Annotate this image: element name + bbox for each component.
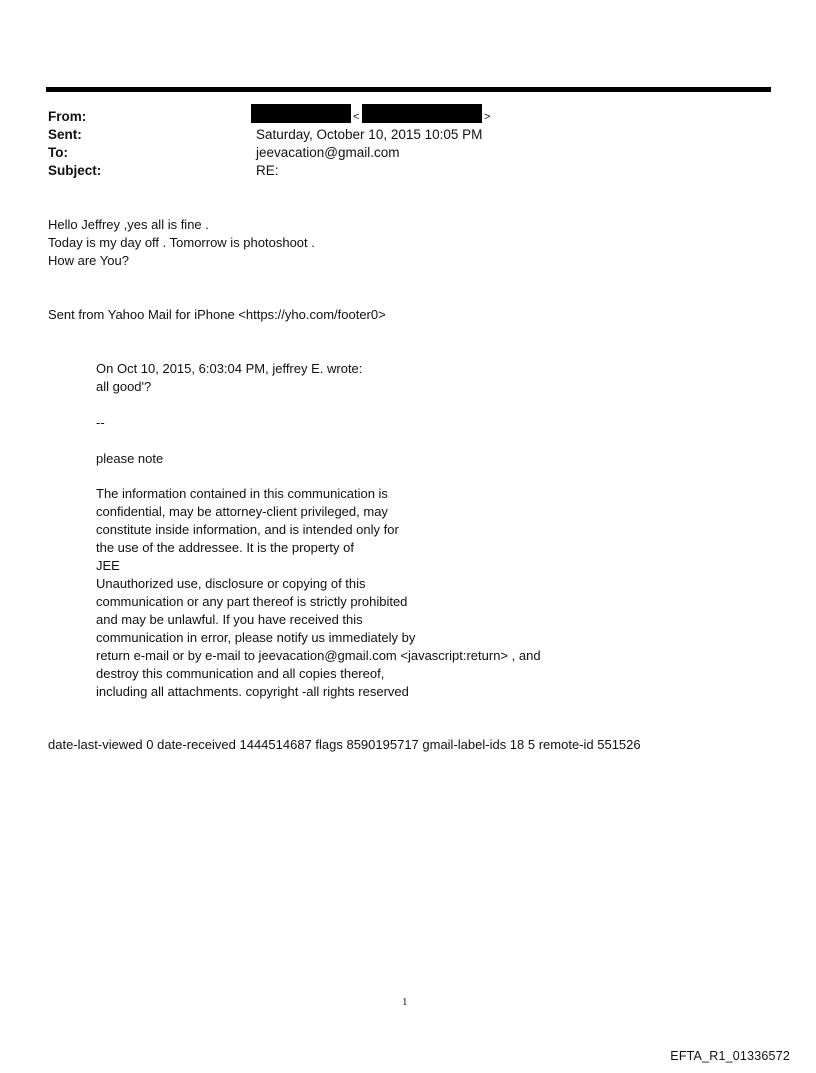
from-label: From: bbox=[48, 109, 87, 124]
disclaimer-line: confidential, may be attorney-client privileged, may bbox=[96, 504, 388, 519]
disclaimer-line: return e-mail or by e-mail to jeevacation@gmail.com <javascript:return> , and bbox=[96, 648, 541, 663]
email-close-bracket: > bbox=[484, 111, 491, 123]
to-label: To: bbox=[48, 145, 68, 160]
subject-label: Subject: bbox=[48, 163, 102, 178]
disclaimer-line: JEE bbox=[96, 558, 120, 573]
disclaimer-line: constitute inside information, and is intended only for bbox=[96, 522, 399, 537]
disclaimer-line: and may be unlawful. If you have received this bbox=[96, 612, 363, 627]
disclaimer-line: communication in error, please notify us immediately by bbox=[96, 630, 416, 645]
disclaimer-line: the use of the addressee. It is the property of bbox=[96, 540, 354, 555]
to-value: jeevacation@gmail.com bbox=[256, 145, 400, 160]
redacted-sender-email bbox=[362, 104, 482, 123]
disclaimer-line: The information contained in this communication is bbox=[96, 486, 388, 501]
quoted-separator: -- bbox=[96, 415, 105, 430]
metadata-line: date-last-viewed 0 date-received 1444514687 flags 8590195717 gmail-label-ids 18 5 remote-id 551526 bbox=[48, 737, 641, 752]
body-line: How are You? bbox=[48, 253, 129, 268]
disclaimer-line: Unauthorized use, disclosure or copying of this bbox=[96, 576, 366, 591]
sent-value: Saturday, October 10, 2015 10:05 PM bbox=[256, 127, 483, 142]
page-number: 1 bbox=[402, 996, 408, 1008]
disclaimer-line: including all attachments. copyright -all rights reserved bbox=[96, 684, 409, 699]
body-line: Today is my day off . Tomorrow is photoshoot . bbox=[48, 235, 315, 250]
message-body bbox=[48, 216, 315, 270]
disclaimer-line: destroy this communication and all copies thereof, bbox=[96, 666, 385, 681]
email-open-bracket: < bbox=[353, 111, 360, 123]
redacted-sender-name bbox=[251, 104, 351, 123]
header-rule bbox=[46, 87, 771, 92]
sent-label: Sent: bbox=[48, 127, 82, 142]
quoted-header bbox=[96, 360, 362, 396]
disclaimer-line: communication or any part thereof is strictly prohibited bbox=[96, 594, 408, 609]
bates-number: EFTA_R1_01336572 bbox=[670, 1049, 790, 1063]
quoted-note: please note bbox=[96, 451, 164, 466]
quoted-message: all good'? bbox=[96, 379, 152, 394]
mail-signature: Sent from Yahoo Mail for iPhone <https://yho.com/footer0> bbox=[48, 307, 386, 322]
body-line: Hello Jeffrey ,yes all is fine . bbox=[48, 217, 209, 232]
subject-value: RE: bbox=[256, 163, 279, 178]
disclaimer bbox=[96, 485, 541, 701]
quoted-intro: On Oct 10, 2015, 6:03:04 PM, jeffrey E. wrote: bbox=[96, 361, 363, 376]
